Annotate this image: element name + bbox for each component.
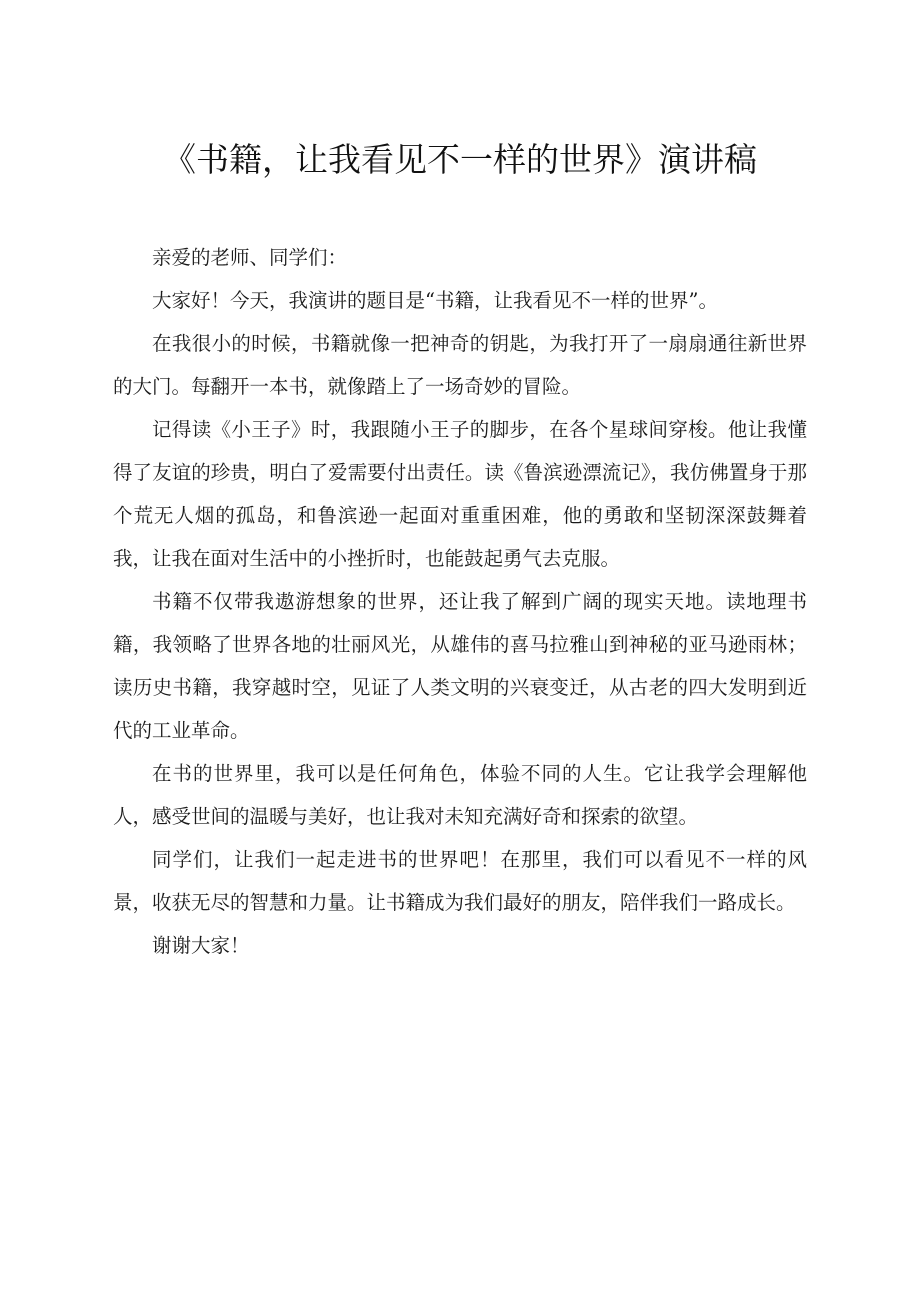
- body-paragraph: 同学们，让我们一起走进书的世界吧！在那里，我们可以看见不一样的风景，收获无尽的智慧和力量。让书籍成为我们最好的朋友，陪伴我们一路成长。: [113, 848, 807, 914]
- greeting-paragraph: 大家好！今天，我演讲的题目是“书籍，让我看见不一样的世界”。: [152, 289, 718, 312]
- body-paragraph: 在我很小的时候，书籍就像一把神奇的钥匙，为我打开了一扇扇通往新世界的大门。每翻开一本书，就像踏上了一场奇妙的冒险。: [113, 332, 807, 398]
- document-title: 《书籍，让我看见不一样的世界》演讲稿: [163, 140, 757, 179]
- body-paragraph: 在书的世界里，我可以是任何角色，体验不同的人生。它让我学会理解他人，感受世间的温暖与美好，也让我对未知充满好奇和探索的欲望。: [113, 762, 807, 828]
- document-body: [113, 236, 807, 967]
- body-paragraph: 记得读《小王子》时，我跟随小王子的脚步，在各个星球间穿梭。他让我懂得了友谊的珍贵，明白了爱需要付出责任。读《鲁滨逊漂流记》，我仿佛置身于那个荒无人烟的孤岛，和鲁滨逊一起面对重重困难，他的勇敢和坚韧深深鼓舞着我，让我在面对生活中的小挫折时，也能鼓起勇气去克服。: [113, 418, 807, 570]
- closing-paragraph: 谢谢大家！: [152, 934, 250, 957]
- body-paragraph: 书籍不仅带我遨游想象的世界，还让我了解到广阔的现实天地。读地理书籍，我领略了世界各地的壮丽风光，从雄伟的喜马拉雅山到神秘的亚马逊雨林；读历史书籍，我穿越时空，见证了人类文明的兴衰变迁，从古老的四大发明到近代的工业革命。: [113, 590, 807, 742]
- salutation-paragraph: 亲爱的老师、同学们：: [152, 246, 348, 269]
